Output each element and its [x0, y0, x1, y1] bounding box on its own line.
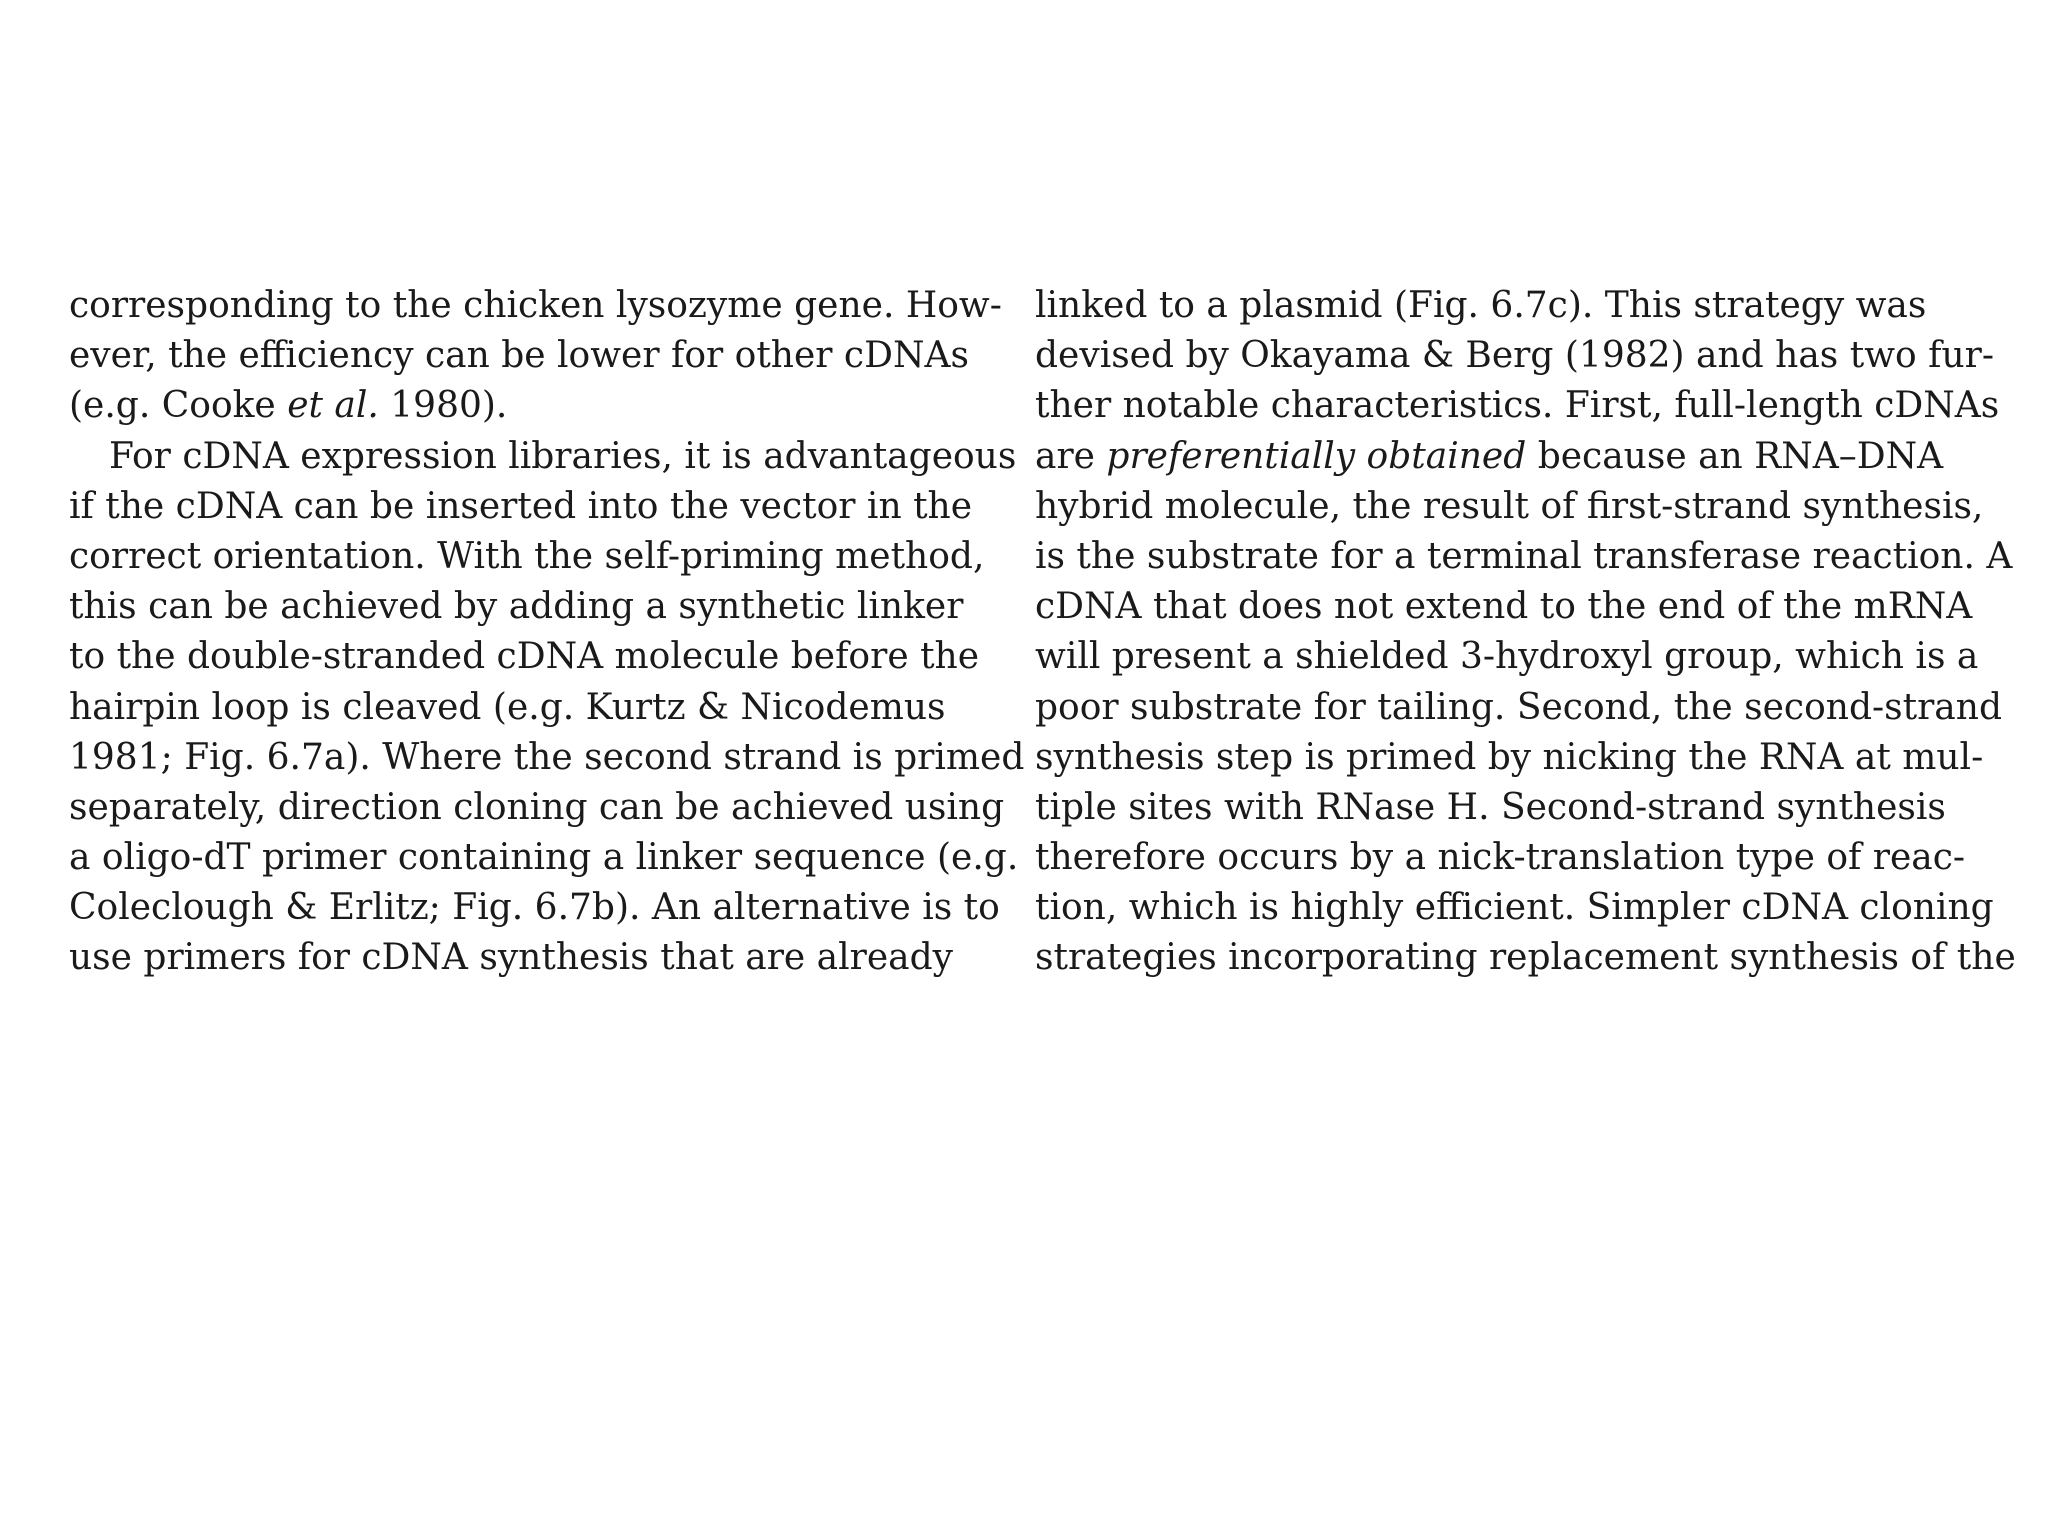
- text-line: [1035, 281, 1927, 331]
- text-segment: For cDNA expression libraries, it is advantageous: [109, 435, 1017, 477]
- text-line: [69, 532, 985, 582]
- text-column-right: [1035, 281, 2016, 984]
- text-line: [1035, 582, 1973, 632]
- text-line: [69, 432, 1017, 482]
- text-segment: tion, which is highly efficient. Simpler cDNA cloning: [1035, 887, 1994, 929]
- text-line: [69, 582, 964, 632]
- text-segment: corresponding to the chicken lysozyme gene. How-: [69, 285, 1002, 326]
- text-line: [1035, 482, 1984, 532]
- text-segment: are: [1035, 435, 1107, 477]
- text-segment: use primers for cDNA synthesis that are already: [69, 937, 954, 979]
- text-segment: correct orientation. With the self-priming method,: [69, 535, 985, 577]
- text-segment: cDNA that does not extend to the end of the mRNA: [1035, 586, 1973, 628]
- text-segment: hybrid molecule, the result of first-strand synthesis,: [1035, 485, 1984, 527]
- text-line: [1035, 432, 1944, 482]
- text-segment: a oligo-dT primer containing a linker sequence (e.g.: [69, 837, 1019, 879]
- text-line: [69, 281, 1002, 331]
- text-segment: 1981; Fig. 6.7a). Where the second strand is primed: [69, 736, 1025, 778]
- text-segment: hairpin loop is cleaved (e.g. Kurtz & Nicodemus: [69, 686, 946, 728]
- text-line: [1035, 683, 2002, 733]
- text-line: [69, 833, 1019, 883]
- text-line: [69, 883, 1000, 933]
- text-line: [69, 632, 980, 682]
- text-segment: ther notable characteristics. First, full-length cDNAs: [1035, 385, 2000, 427]
- text-segment: if the cDNA can be inserted into the vector in the: [69, 485, 973, 527]
- text-segment: ever, the efficiency can be lower for other cDNAs: [69, 335, 969, 377]
- text-line: [1035, 733, 1984, 783]
- text-line: [69, 482, 973, 532]
- text-segment: tiple sites with RNase H. Second-strand synthesis: [1035, 786, 1946, 828]
- text-segment: this can be achieved by adding a synthetic linker: [69, 586, 964, 628]
- text-segment: linked to a plasmid (Fig. 6.7c). This strategy was: [1035, 285, 1927, 326]
- text-segment: poor substrate for tailing. Second, the second-strand: [1035, 686, 2002, 728]
- italic-text: preferentially obtained: [1106, 435, 1527, 477]
- text-line: [1035, 883, 1994, 933]
- text-segment: synthesis step is primed by nicking the RNA at mul-: [1035, 736, 1984, 778]
- text-segment: to the double-stranded cDNA molecule before the: [69, 636, 980, 678]
- text-line: [1035, 632, 1979, 682]
- text-segment: is the substrate for a terminal transferase reaction. A: [1035, 535, 2013, 577]
- text-segment: because an RNA–DNA: [1526, 435, 1944, 477]
- text-line: [69, 783, 1005, 833]
- text-line: [1035, 783, 1946, 833]
- italic-text: et al.: [287, 385, 379, 427]
- text-line: [69, 683, 946, 733]
- text-segment: strategies incorporating replacement synthesis of the: [1035, 937, 2016, 979]
- text-line: [1035, 933, 2016, 983]
- text-segment: Coleclough & Erlitz; Fig. 6.7b). An alternative is to: [69, 887, 1000, 929]
- text-segment: therefore occurs by a nick-translation type of reac-: [1035, 837, 1966, 879]
- text-line: [1035, 532, 2013, 582]
- text-column-left: [69, 281, 1025, 984]
- text-segment: devised by Okayama & Berg (1982) and has two fur-: [1035, 335, 1995, 377]
- text-segment: (e.g. Cooke: [69, 385, 288, 427]
- text-segment: will present a shielded 3-hydroxyl group, which is a: [1035, 636, 1979, 678]
- text-line: [1035, 331, 1995, 381]
- text-segment: 1980).: [378, 385, 508, 427]
- text-segment: separately, direction cloning can be achieved using: [69, 786, 1005, 828]
- text-line: [1035, 833, 1966, 883]
- text-line: [1035, 381, 2000, 431]
- text-line: [69, 933, 954, 983]
- text-line: [69, 381, 939, 431]
- text-line: [69, 733, 1025, 783]
- text-line: [69, 331, 969, 381]
